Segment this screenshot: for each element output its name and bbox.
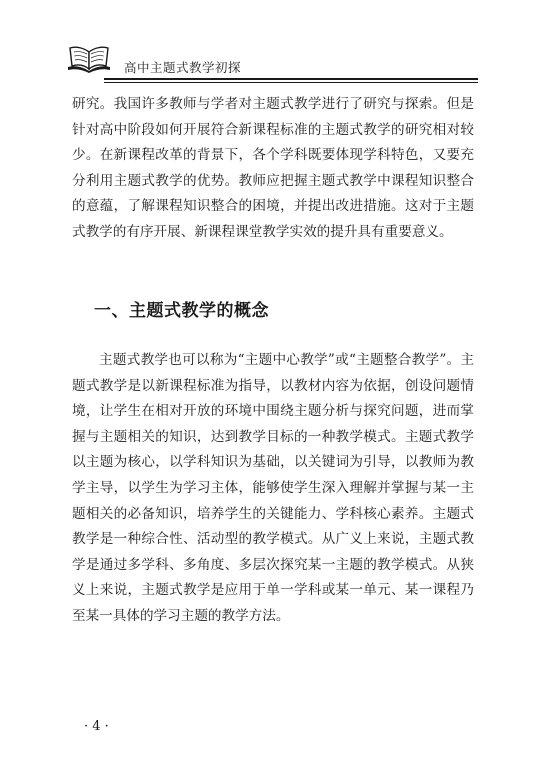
intro-paragraph: 研究。我国许多教师与学者对主题式教学进行了研究与探索。但是针对高中阶段如何开展符合新课程标准的主题式教学的研究相对较少。在新课程改革的背景下，各个学科既要体现学科特色，又要充分利用主题式教学的优势。教师应把握主题式教学中课程知识整合的意蕴，了解课程知识整合的困境，并提出改进措施。这对于主题式教学的有序开展、新课程课堂教学实效的提升具有重要意义。 <box>72 96 474 240</box>
section-heading: 一、主题式教学的概念 <box>94 301 269 321</box>
concept-paragraph: 主题式教学也可以称为“主题中心教学”或“主题整合教学”。主题式教学是以新课程标准为指导，以教材内容为依据，创设问题情境，让学生在相对开放的环境中围绕主题分析与探究问题，进而掌握与主题相关的知识，达到教学目标的一种教学模式。主题式教学以主题为核心，以学科知识为基础，以关键词为引导，以教师为教学主导，以学生为学习主体，能够使学生深入理解并掌握与某一主题相关的必备知识，培养学生的关键能力、学科核心素养。主题式教学是一种综合性、活动型的教学模式。从广义上来说，主题式教学是通过多学科、多角度、多层次探究某一主题的教学模式。从狭义上来说，主题式教学是应用于单一学科或某一单元、某一课程乃至某一具体的学习主题的教学方法。 <box>72 352 474 624</box>
header-rule-thin <box>104 82 478 83</box>
open-book-icon <box>66 42 112 74</box>
running-header-title: 高中主题式教学初探 <box>124 60 242 75</box>
running-header <box>66 42 478 76</box>
page-number: · 4 · <box>84 719 109 734</box>
header-rule <box>104 78 478 80</box>
